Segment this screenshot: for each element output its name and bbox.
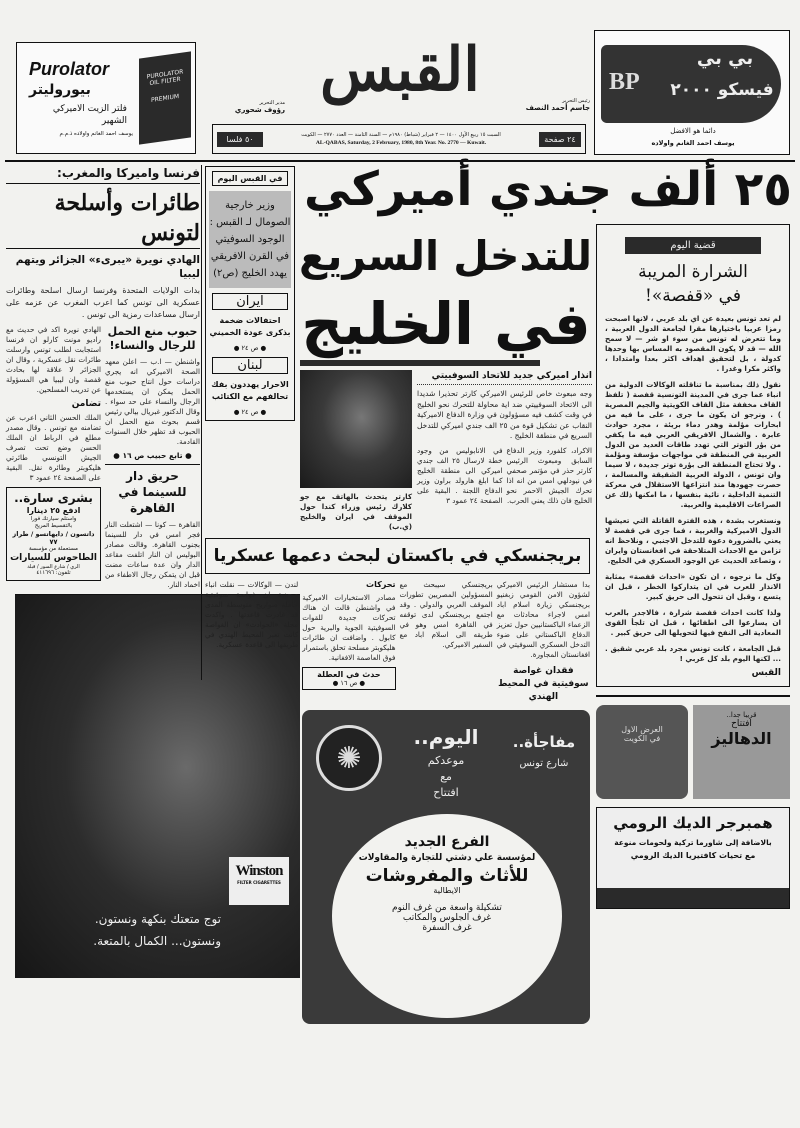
divider bbox=[596, 695, 790, 697]
right-column bbox=[596, 224, 790, 909]
small-ad-left bbox=[596, 705, 688, 799]
photo-caption: كارتر يتحدث بالهاتف مع جو كلارك رئيس وزراء كندا حول الموقف في ايران والخليج (ي.ب) bbox=[300, 492, 412, 531]
editorial-paragraph: ونستغرب بشدة ، هذه الفترة القاتلة التي تعيشها الدول الاميركية والغربية ، فما جرى في قفصة لا يعني بالضرورة دعوة للتدخل الاجنبي ، ونلاحظ انه تزامن مع الاحداث المتلاحقة في افغانستان وايران ، وتصاعد الحديث عن الوجود العسكري في الخليج. bbox=[605, 516, 781, 565]
editorial-signature: القبس bbox=[751, 668, 781, 678]
winston-line2: ونستون... الكمال بالمتعة. bbox=[93, 934, 221, 948]
editorial-paragraph: وكل ما نرجوه ، ان تكون «احداث قفصة» بمثابة الانذار للعرب في ان يتداركوا الخطر ، قبل ان يتسع ، وقبل ان تتحول الى حريق كبير. bbox=[605, 572, 781, 601]
today-box-feature: وزير خارجية الصومال لـ القبس : الوجود السوفيتي في القرن الافريقي يهدد الخليج (ص٢) bbox=[209, 191, 291, 288]
roomi-footer-bar bbox=[597, 888, 789, 908]
column-divider bbox=[201, 165, 202, 680]
managing-editor-label: مدير التحرير bbox=[259, 100, 285, 106]
managing-editor-name: رؤوف شحوري bbox=[234, 106, 285, 114]
roomi-title: همبرجر الديك الرومي bbox=[613, 814, 773, 832]
car-ad-company: الطاحوس للسيارات bbox=[10, 552, 97, 563]
editorial-box bbox=[596, 224, 790, 687]
left-subcolumns bbox=[6, 325, 200, 590]
furniture-invite-1: موعدكم bbox=[427, 754, 465, 767]
editorial-kicker: قضية اليوم bbox=[625, 237, 761, 254]
small-ad-right bbox=[693, 705, 790, 799]
roomi-line2: مع تحيات كافتيريا الديك الرومي bbox=[630, 851, 756, 860]
lebanon-label: لبنان bbox=[212, 357, 288, 374]
event-box-title: حدث في العطلة bbox=[317, 670, 381, 679]
car-ad-used: مستعملة من مؤسسة bbox=[29, 546, 78, 552]
center-column bbox=[205, 166, 592, 1024]
main-story-col2: في الانابوليس من وجود خطة لارسال ٢٥ الف جندي اميركي الى منطقة الخليج كما ابلغ هارولد براون وزير الدفاع اللجنة . البقية على الصفحة ٢٤ عمود ٣ bbox=[417, 445, 503, 505]
purolator-brand: Purolator bbox=[29, 59, 110, 79]
furniture-origin: الايطالية bbox=[433, 886, 461, 895]
pill-story-page: ● تابع حبيب ص ١٦ ● bbox=[113, 451, 192, 460]
event-box bbox=[302, 667, 395, 690]
main-story-subhead: انذار اميركي جديد للاتحاد السوفييتي bbox=[417, 370, 592, 385]
main-headline-3: في الخليج bbox=[301, 290, 591, 358]
small-ad-right-line1: قريبا جدا.. bbox=[726, 711, 757, 719]
cinema-headline: حريق دار للسينما في القاهرة bbox=[105, 464, 200, 516]
editorial-paragraph: نقول ذلك بمناسبة ما تناقلته الوكالات الدولية من انباء عما جرى في المدينة التونسية قفصة ( تلفظ القاف مخففة مثل القاف الكويتية والجيم المصرية ) . ونرجو ان يكون ما جرى ، على ما فيه من ابحارات مؤلمة وهدر دماء بريئة ، مجرد حوادث عابرة . والشمال الافريقي العربي فيه ما يكفي من بؤر التوتر التي تهدد طاقات العديد من الدول العربية في المنطقة في مواجهات مؤسفة ومؤلمة . ولا تحتاج المنطقة الى بؤرة توتر جديدة ، لا سيما وان تونس ، الدولة العربية الشقيقة والمسالمة ، حصرت جهودها منذ انتزاعها الاستقلال في معركة التنمية الداخلية ، نائية بنفسها ، ما امكنها ذلك عن الصراعات الاقليمية والعربية. bbox=[605, 380, 781, 509]
main-story-lead: وجه مبعوث خاص للرئيس الاميركي كارتر تحذيرا شديدا الى الاتحاد السوفييتي ضد اية محاولة للتحرك نحو الخليج في وقت كشف فيه مسؤولون في وزارة الدفاع الاميركية النقاب عن تشكيل قوة من ٢٥ الف جندي اميركي للتدخل السريع في منطقة الخليج . bbox=[417, 389, 593, 440]
ornament-icon: ✺ bbox=[316, 725, 382, 791]
car-ad-phone: تلفون: ٤١١٦٩٦ bbox=[36, 570, 71, 577]
event-box-page: ● ص ١٦ ● bbox=[332, 679, 366, 687]
roomi-line1: بالاضافة إلى شاورما تركية ولحومات منوعة bbox=[614, 838, 772, 847]
furniture-street: شارع تونس bbox=[519, 758, 569, 769]
date-arabic: السبت ١٥ ربيع الأول ١٤٠٠ — ٢ فبراير (شباط) ١٩٨٠م — السنة الثامنة — العدد ٢٧٧٠ — الكويت bbox=[301, 131, 501, 138]
car-ad-line1: ادفع ٢٥ دينارا bbox=[26, 506, 81, 515]
brzezinski-headline-box bbox=[205, 538, 590, 574]
pill-story-body: واشنطن — ا.ب — اعلن معهد الصحة الاميركي انه يجري دراسات حول انتاج حبوب منع الحمل يمكن ان يستخدمها الرجال والنساء على حد سواء . وقال الدكتور غبريال بيالي رئيس قسم بحوث منع الحمل ان الحبوب قد تظهر خلال السنوات القادمة. bbox=[105, 357, 200, 446]
center-top-row bbox=[205, 166, 592, 532]
left-story-lead: بدات الولايات المتحدة وفرنسا ارسال اسلحة وطائرات عسكرية الى تونس كما اعرب المغرب عن عزمه على ارسال مساعدات رمزية الى تونس . bbox=[6, 286, 200, 319]
bp-logo: BP bbox=[609, 69, 640, 95]
today-box bbox=[205, 166, 295, 421]
purolator-box-label: PUROLATOR OIL FILTER bbox=[146, 68, 184, 88]
editorial-headline-2: في «قفصة»! bbox=[645, 286, 741, 306]
furniture-circle bbox=[332, 814, 562, 1018]
brzezinski-col3-head: تحركات bbox=[366, 580, 396, 589]
furniture-ad bbox=[302, 710, 590, 1024]
small-ad-left-line1: العرض الاول bbox=[621, 725, 663, 734]
furniture-company: لمؤسسة علي دشتي للتجارة والمقاولات bbox=[358, 853, 536, 863]
brzezinski-column-1 bbox=[497, 580, 590, 704]
furniture-desc-1: تشكيلة واسعة من غرف النوم bbox=[392, 903, 502, 913]
left-story-kicker: فرنسا واميركا والمغرب: bbox=[6, 166, 200, 184]
carter-photo bbox=[300, 370, 412, 488]
car-ad-title: بشرى سارة.. bbox=[14, 491, 93, 505]
car-ad bbox=[6, 487, 101, 581]
pill-story-headline: حبوب منع الحمل للرجال والنساء! bbox=[107, 325, 198, 352]
small-ad-right-line2: افتتاح bbox=[731, 719, 752, 729]
furniture-product: للأثاث والمفروشات bbox=[365, 866, 529, 886]
editorial-paragraph: ولذا كانت احداث قفصة شرارة ، فالاجدر بالعرب ان يسارعوا الى اطفائها ، قبل ان تلجأ القوى المعادية الى النفخ فيها لتحويلها الى حريق كبير . bbox=[605, 608, 781, 637]
brzezinski-headline: بريجنسكي في باكستان لبحث دعمها عسكريا bbox=[213, 546, 582, 566]
furniture-desc-2: غرف الجلوس والمكاتب bbox=[402, 913, 492, 923]
brzezinski-columns bbox=[205, 580, 590, 704]
lebanon-page: ● ص ٢٤ ● bbox=[233, 408, 267, 416]
main-story-body bbox=[300, 370, 592, 532]
purolator-ad bbox=[16, 42, 196, 154]
furniture-desc-3: غرف السفرة bbox=[422, 923, 472, 933]
furniture-invite-2: مع bbox=[440, 770, 452, 783]
furniture-surprise: مفاجأة.. bbox=[512, 733, 576, 751]
winston-sub: FILTER CIGARETTES bbox=[237, 880, 281, 885]
car-ad-address: الري / شارع السور / قبلة bbox=[27, 564, 80, 571]
winston-line1: توج متعتك بنكهة ونستون. bbox=[94, 912, 221, 926]
brzezinski-column-3 bbox=[302, 580, 395, 704]
winston-brand: Winston bbox=[235, 863, 283, 879]
price-badge: ٥٠ فلسا bbox=[217, 132, 263, 147]
bp-ad bbox=[594, 30, 790, 155]
date-bar bbox=[212, 124, 586, 154]
roomi-ad bbox=[596, 807, 790, 909]
main-story-col1: الاكراد، كلفورد وزير الدفاع السابق ومبعوث الرئيس كارتر حذر في مؤتمر صحفي في نيودلهي امس من انه اذا تحرك الجيش الاحمر نحو الخليج فان ذلك يعني الحرب. bbox=[506, 445, 592, 505]
purolator-tagline: فلتر الزيت الاميركي الشهير bbox=[52, 104, 127, 126]
furniture-branch: الفرع الجديد bbox=[404, 834, 490, 850]
masthead-logo: القبس bbox=[320, 35, 480, 105]
photo-column bbox=[300, 370, 412, 532]
submarine-headline: فقدان غواصة سوفيتية في المحيط الهندي bbox=[498, 666, 589, 702]
purolator-brand-ar: بيوروليتر bbox=[29, 82, 91, 98]
editorial-paragraph: لم تعد تونس بعيدة عن اي بلد عربي ، لانها اصبحت رمزا عربيا باختيارها مقرا لجامعة الدول العربية ، وما تتعرض له تونس من سوء او شر — لا سمح الله — قد لا يكون المقصود به المساس بها وحدها كدولة ، بل لتحقيق اهداف اكثر بعدا وامتدادا ، واكثر مكرا وغدرا . bbox=[605, 314, 781, 373]
date-text bbox=[267, 132, 535, 147]
main-headline-1: ٢٥ ألف جندي أميركي bbox=[304, 162, 792, 217]
bp-dealer: يوسف احمد الغانم واولاده bbox=[651, 139, 735, 147]
main-story-cols bbox=[417, 446, 592, 506]
car-ad-line3: بالتقسيط المريح bbox=[34, 522, 73, 529]
headline-bar bbox=[300, 360, 540, 366]
left-story-body: الهادي نويرة اكد في حديث مع راديو مونت كارلو ان فرنسا استجابت لطلب تونس وارسلت طائرات نقل عسكرية ، وقال ان الجزائر لا علاقة لها بحادث قفصة وان ليبيا هي المسؤولة عن تدريب المسلحين. bbox=[6, 325, 101, 394]
left-story-body-2: الملك الحسن الثاني اعرب عن تضامنه مع تونس . وقال مصدر مطلع في الرباط ان الملك الحسن وضع تحت تصرف الجيش التونسي طائرتي هليكوبتر وطائرة نقل. البقية على الصفحة ٢٤ عمود ٣ bbox=[6, 413, 101, 482]
brzezinski-col3: مصادر الاستخبارات الاميركية في واشنطن قالت ان هناك تحركات جديدة للقوات السوفيتية الجوية والبرية حول كابول . واضافت ان طائرات هليكوبتر مسلحة تحلق باستمرار فوق العاصمة الافغانية. bbox=[302, 593, 396, 662]
managing-editor bbox=[210, 100, 285, 114]
brzezinski-col2: بريجنسكي سيبحث مع المسؤولين المصريين تطورات الموقف العربي والدولي . وقد اجتمع بريجنسكي لدى توقفه في القاهرة امس وهو في طريقه الى اسلام اباد مع السفير الاميركي. bbox=[399, 580, 493, 649]
main-headline-2: للتدخل السريع bbox=[298, 232, 592, 280]
editorial-headline-1: الشرارة المريبة bbox=[638, 262, 748, 282]
editor-in-chief-label: رئيس التحرير bbox=[562, 98, 590, 104]
left-subcolumn-a bbox=[6, 325, 101, 590]
small-ad-right-line3: الدهاليز bbox=[711, 729, 772, 748]
bp-ad-title: بي بي bbox=[696, 48, 754, 69]
bp-tagline: دائما هو الافضل bbox=[670, 127, 716, 135]
left-subcolumn-b bbox=[105, 325, 200, 590]
lebanon-text: الاحرار يهددون بفك تحالفهم مع الكتائب bbox=[211, 380, 289, 401]
iran-text: احتفالات ضخمة بذكرى عودة الخميني bbox=[209, 316, 291, 337]
bp-product: فيسكو ٢٠٠٠ bbox=[670, 80, 774, 100]
main-text-column bbox=[417, 370, 592, 532]
brzezinski-col0: لندن — الوكالات — نقلت انباء صحفية ان غواصة سوفيتية حاملة صواريخ متوسطة المدى قد غادرت قاعدتها . واكدت مجلة «الحوادث» ان الغواصة كانت تعبر المحيط الهندي في طريقها الى قاعدة عسكرية. bbox=[205, 580, 299, 649]
small-ad-left-line2: في الكويت bbox=[623, 734, 661, 743]
purolator-premium: PREMIUM bbox=[150, 93, 180, 104]
date-english: AL-QABAS, Saturday, 2 February, 1980, 8th Year. No. 2770 — Kuwait. bbox=[315, 139, 487, 146]
brzezinski-col1: بدا مستشار الرئيس الاميركي لشؤون الامن القومي زبغنيو بريجنسكي زيارة اسلام اباد امس لاجراء محادثات مع الزعماء الباكستانيين حول تعزيز الدفاع الباكستاني على ضوء التدخل العسكري السوفيتي في افغانستان المجاورة. bbox=[496, 580, 590, 659]
editor-in-chief-name: جاسم أحمد النصف bbox=[525, 104, 590, 112]
left-story-subhead-2: تضامن bbox=[71, 399, 101, 409]
furniture-invite-3: افتتاح bbox=[433, 786, 459, 799]
editor-in-chief bbox=[505, 98, 590, 112]
pages-badge: ٢٤ صفحة bbox=[539, 132, 581, 147]
purolator-dealer: يوسف احمد الغانم واولاده ذ.م.م bbox=[59, 131, 133, 137]
car-ad-models: داتسون / دايهاتسو / طراز ٧٧ bbox=[12, 529, 95, 546]
left-story-headline: طائرات وأسلحة لتونس bbox=[6, 188, 200, 249]
today-box-title: في القبس اليوم bbox=[212, 171, 288, 186]
purolator-box-image bbox=[139, 51, 191, 144]
car-ad-line2: واستلم سيارتك فورا bbox=[30, 516, 77, 522]
main-story-column bbox=[300, 166, 592, 532]
cinema-body: القاهرة — كونا — اشتعلت النار فجر امس في دار للسينما بجنوب القاهرة. وقالت مصادر البوليس ان النار اتلفت مقاعد الدار وان عدة ساعات مضت قبل ان يتمكن رجال الاطفاء من اخماد النار. bbox=[105, 520, 200, 589]
left-story-subhead: الهادي نويرة «يبرىء» الجزائر ويتهم ليبيا bbox=[15, 254, 200, 280]
furniture-today: اليوم.. bbox=[413, 725, 479, 749]
iran-label: ايران bbox=[212, 293, 288, 310]
iran-page: ● ص ٢٤ ● bbox=[233, 344, 267, 352]
small-ads-row bbox=[596, 705, 790, 799]
editorial-paragraph: قبل الجامعة ، كانت تونس مجرد بلد عربي شقيق . ... لكنها اليوم بلد كل عربي ! bbox=[605, 644, 781, 663]
